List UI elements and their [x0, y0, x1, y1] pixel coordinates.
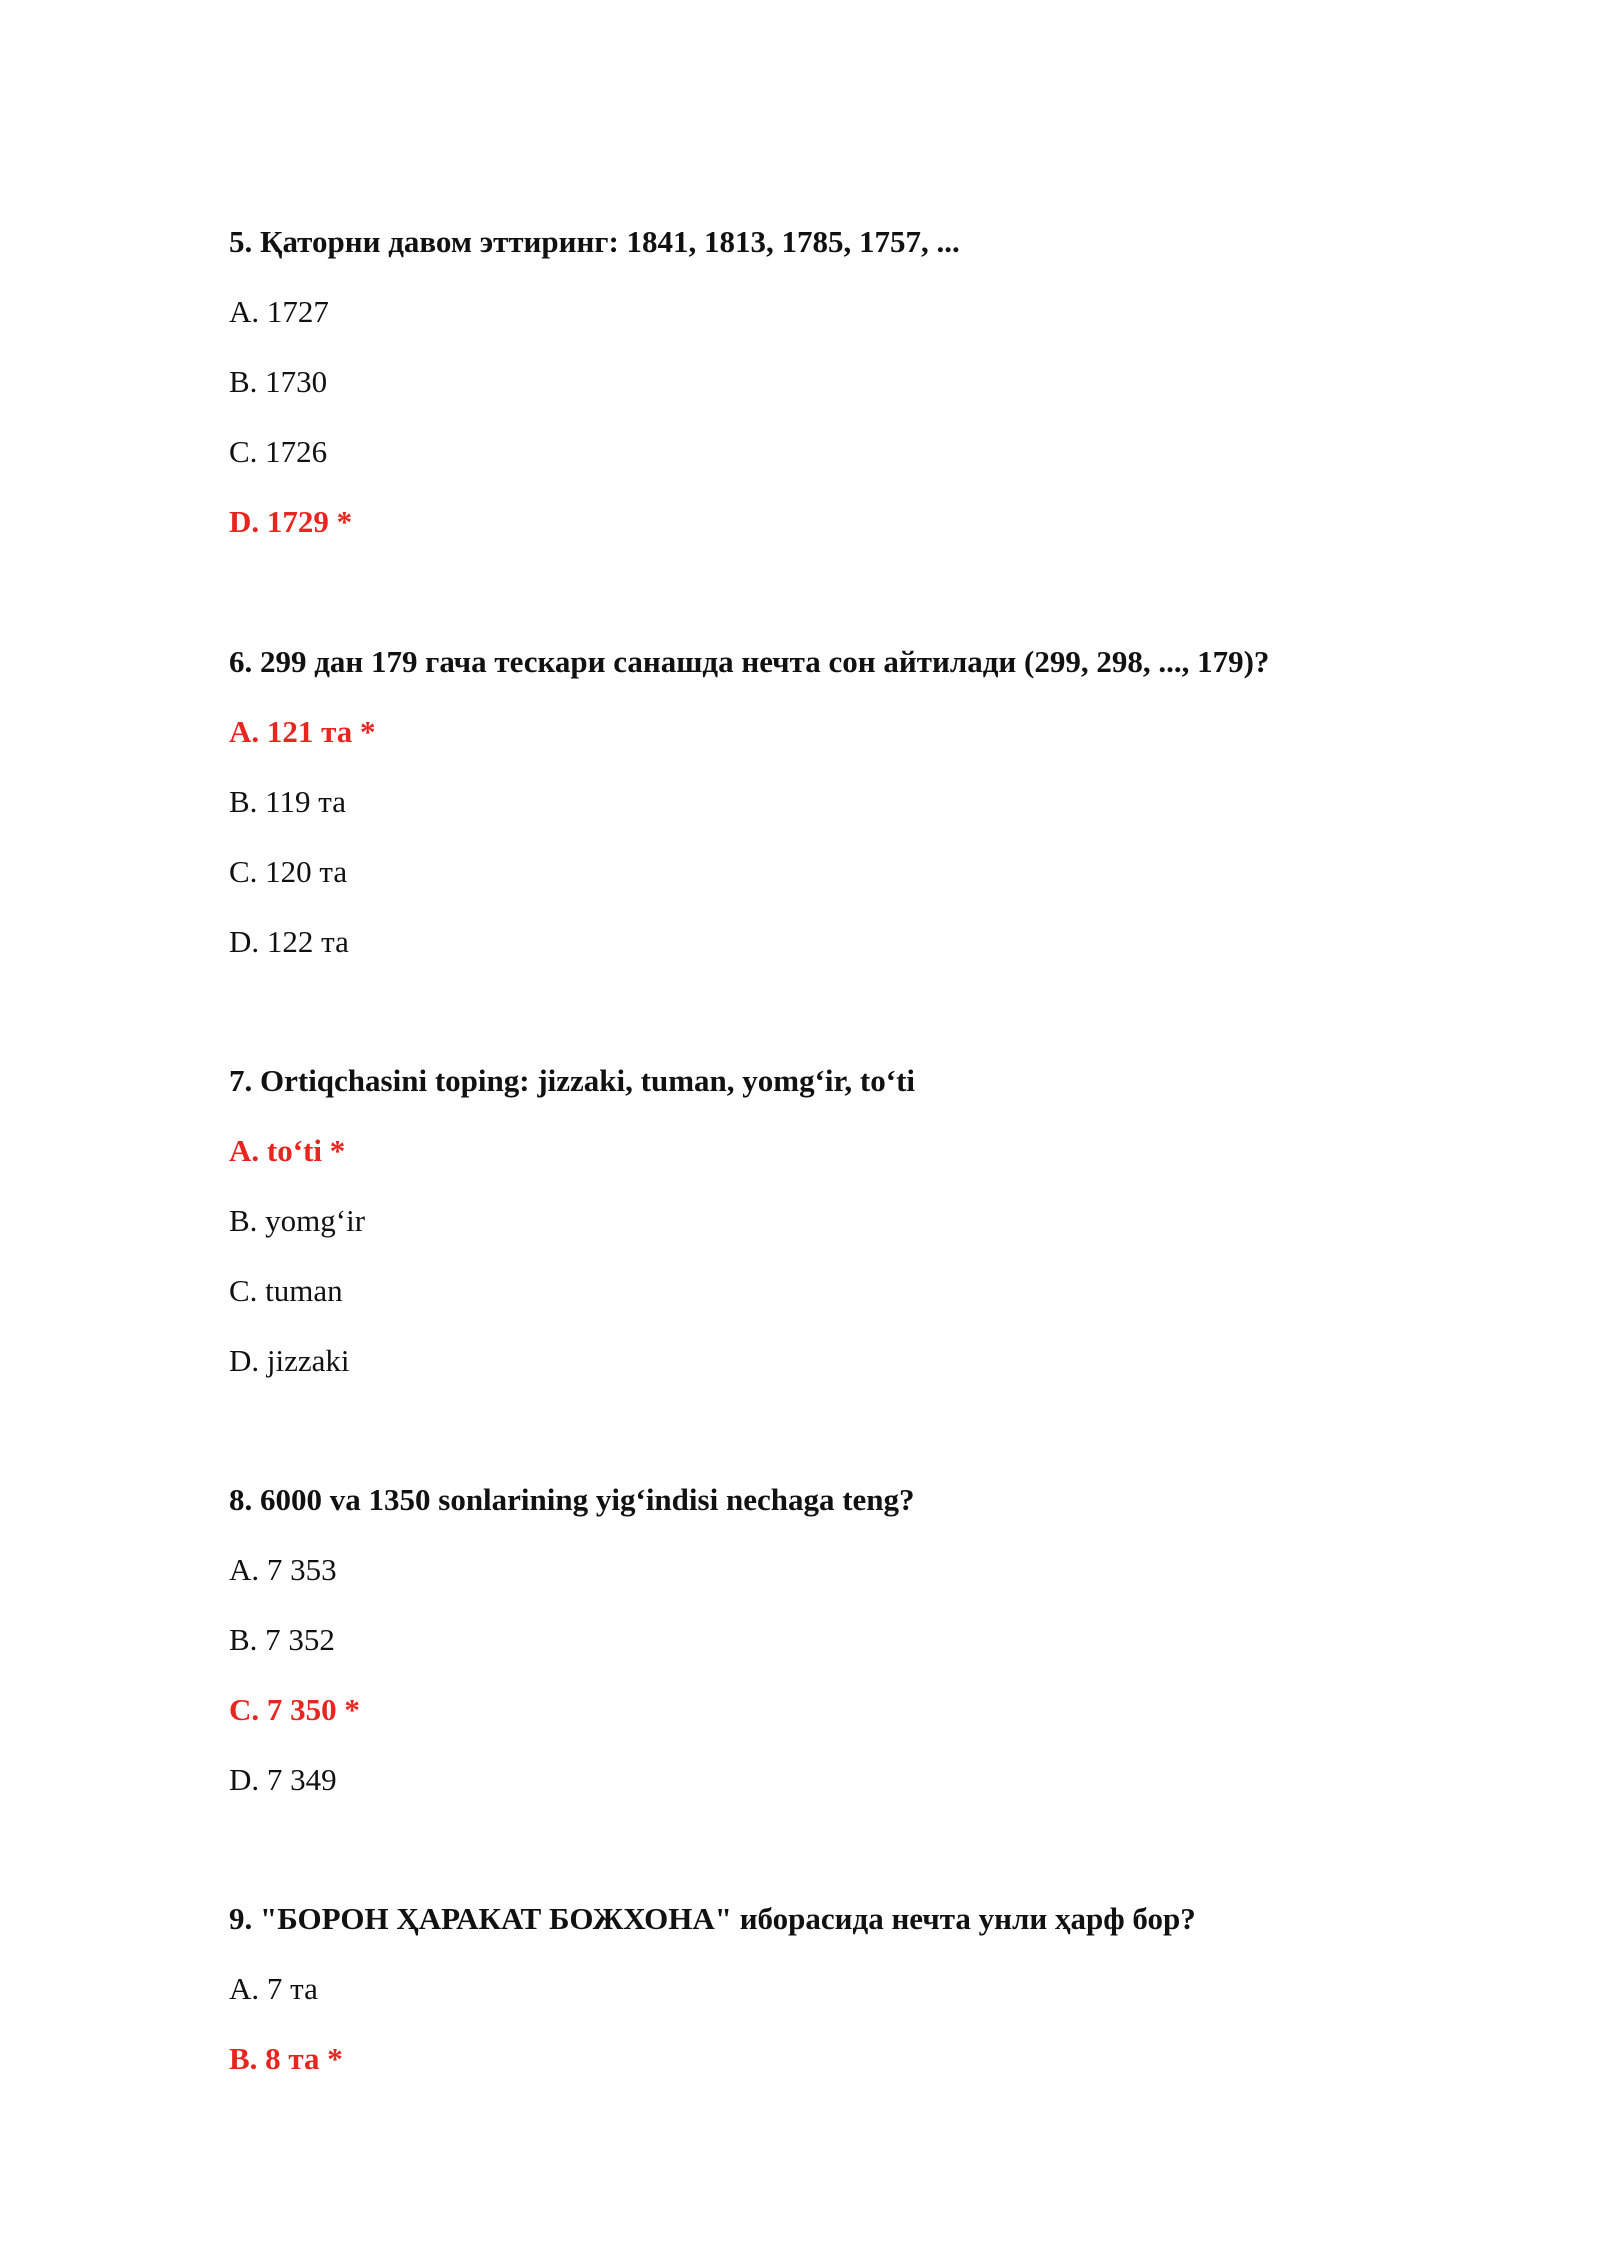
option-a: A. 7 та: [229, 1971, 318, 2006]
option-b: B. yomg‘ir: [229, 1203, 366, 1238]
question-8: [229, 1480, 1529, 1800]
question-text: 5. Қаторни давом эттиринг: 1841, 1813, 1785, 1757, ...: [229, 224, 960, 259]
question-text: 6. 299 дан 179 гача тескари санашда нечта сон айтилади (299, 298, ..., 179)?: [229, 644, 1270, 679]
question-5: [229, 222, 1529, 542]
question-9: [229, 1899, 1529, 2079]
option-a: A. 7 353: [229, 1552, 337, 1587]
question-text: 7. Ortiqchasini toping: jizzaki, tuman, yomg‘ir, to‘ti: [229, 1063, 916, 1098]
option-c: C. 120 та: [229, 854, 348, 889]
question-6: [229, 642, 1529, 962]
option-b: B. 119 та: [229, 784, 346, 819]
option-a-correct: A. to‘ti *: [229, 1133, 346, 1168]
option-b-correct: B. 8 та *: [229, 2041, 343, 2076]
option-a-correct: A. 121 та *: [229, 714, 376, 749]
option-c: C. 1726: [229, 434, 328, 469]
question-text: 8. 6000 va 1350 sonlarining yig‘indisi nechaga teng?: [229, 1482, 915, 1517]
option-c-correct: C. 7 350 *: [229, 1692, 360, 1727]
option-b: B. 1730: [229, 364, 328, 399]
question-7: [229, 1061, 1529, 1381]
option-a: A. 1727: [229, 294, 329, 329]
option-d: D. jizzaki: [229, 1343, 350, 1378]
question-text: 9. "БОРОН ҲАРАКАТ БОЖХОНА" иборасида нечта унли ҳарф бор?: [229, 1901, 1196, 1936]
option-b: B. 7 352: [229, 1622, 335, 1657]
option-d: D. 7 349: [229, 1762, 337, 1797]
option-c: C. tuman: [229, 1273, 343, 1308]
option-d: D. 122 та: [229, 924, 349, 959]
option-d-correct: D. 1729 *: [229, 504, 353, 539]
